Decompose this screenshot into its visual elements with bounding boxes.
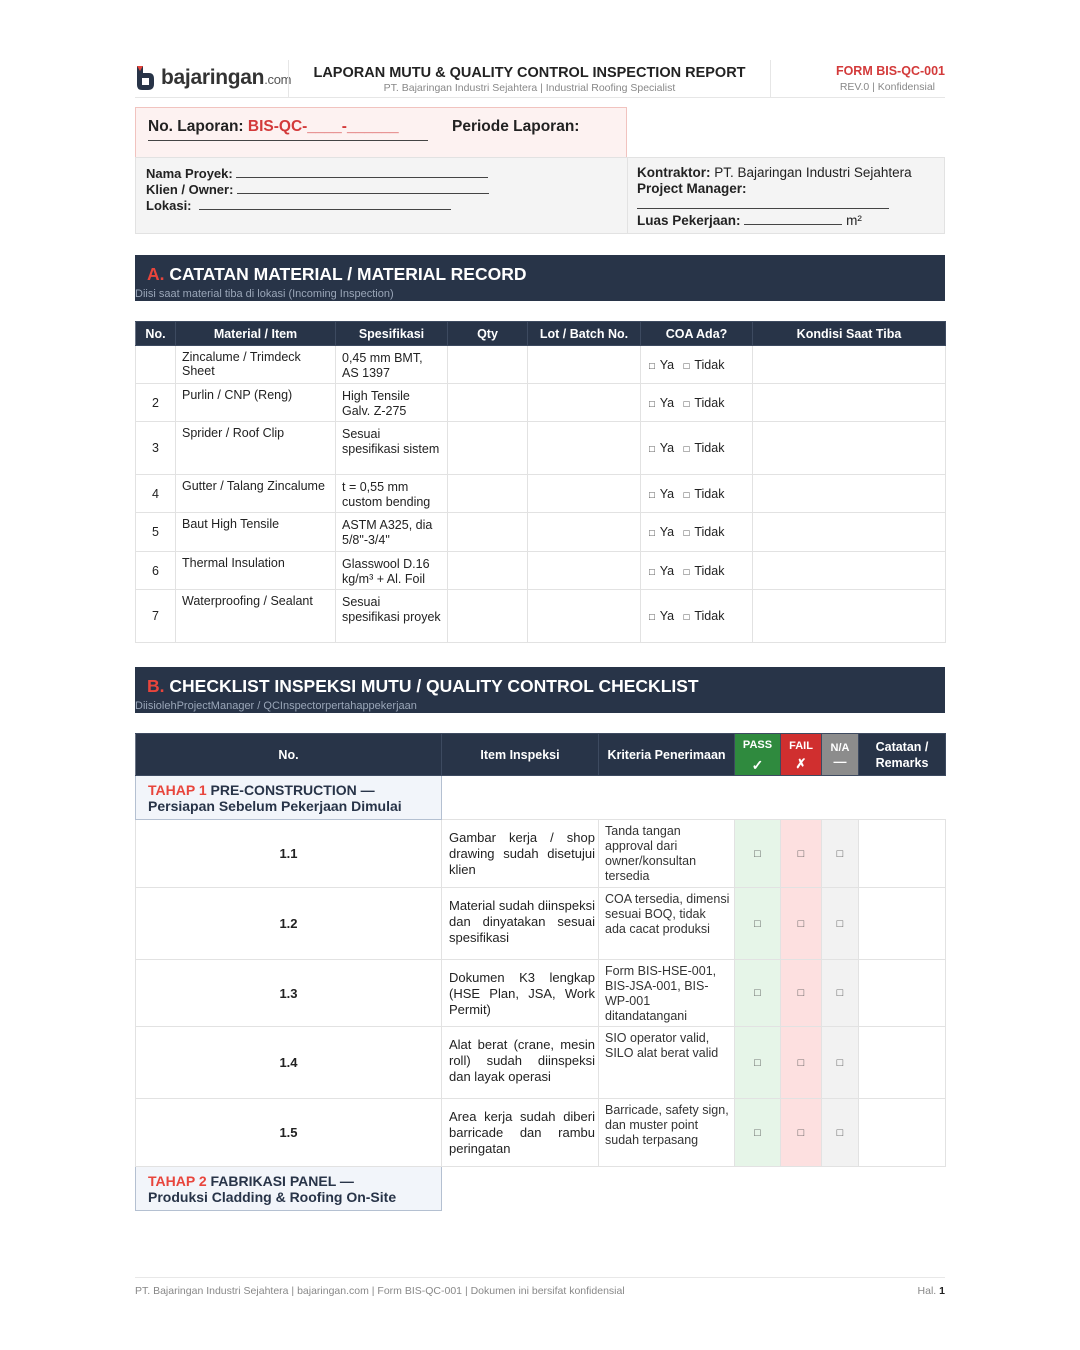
header-na: N/A — (822, 734, 859, 776)
report-number[interactable]: No. Laporan: BIS-QC-____-______ (148, 118, 399, 135)
client-field[interactable]: Klien / Owner: (146, 182, 489, 198)
project-info-box (135, 157, 945, 234)
company-logo (135, 64, 291, 92)
inspection-item: Material sudah diinspeksi dan dinyatakan sesuai spesifikasi (442, 888, 599, 960)
location-field[interactable]: Lokasi: (146, 198, 489, 214)
condition-cell[interactable] (753, 513, 946, 552)
section-b-header: B. CHECKLIST INSPEKSI MUTU / QUALITY CONTROL CHECKLIST DiisiolehProjectManager / QCInspectorpertahappekerjaan (135, 667, 945, 713)
fail-checkbox[interactable]: □ (781, 820, 822, 888)
coa-no-label: Tidak (694, 357, 725, 372)
coa-yes-label: Ya (659, 486, 675, 501)
material-spec: Glasswool D.16 kg/m³ + Al. Foil (336, 552, 448, 590)
coa-cell (641, 513, 753, 552)
pass-checkbox[interactable]: □ (735, 1099, 781, 1167)
header-criteria: Kriteria Penerimaan (599, 734, 735, 776)
checklist-row (136, 888, 946, 960)
lot-batch-cell[interactable] (528, 552, 641, 590)
qty-cell[interactable] (448, 346, 528, 384)
area-field[interactable]: Luas Pekerjaan: m² (637, 213, 862, 228)
qc-checklist-table (135, 733, 946, 1211)
na-checkbox[interactable]: □ (822, 1099, 859, 1167)
document-header (135, 60, 945, 98)
checklist-no: 1.4 (136, 1027, 442, 1099)
page-footer (135, 1277, 945, 1297)
header-qty: Qty (448, 322, 528, 346)
document-subtitle: PT. Bajaringan Industri Sejahtera | Industrial Roofing Specialist (383, 82, 676, 94)
material-no (136, 346, 176, 384)
material-no: 4 (136, 475, 176, 513)
bajaringan-logo-icon (135, 65, 155, 91)
header-material: Material / Item (176, 322, 336, 346)
material-no: 3 (136, 422, 176, 475)
lot-batch-cell[interactable] (528, 422, 641, 475)
na-checkbox[interactable]: □ (822, 1027, 859, 1099)
coa-yes-checkbox[interactable]: □ (649, 612, 655, 623)
project-info-right (627, 158, 945, 234)
pass-checkbox[interactable]: □ (735, 960, 781, 1027)
section-b-subtitle: DiisiolehProjectManager / QCInspectorpertahappekerjaan (135, 700, 417, 712)
material-name: Waterproofing / Sealant (176, 590, 336, 643)
condition-cell[interactable] (753, 346, 946, 384)
coa-no-label: Tidak (694, 486, 725, 501)
pass-checkbox[interactable]: □ (735, 888, 781, 960)
material-row (136, 513, 946, 552)
coa-no-checkbox[interactable]: □ (683, 612, 690, 623)
header-lot: Lot / Batch No. (528, 322, 641, 346)
inspection-item: Area kerja sudah diberi barricade dan rambu peringatan (442, 1099, 599, 1167)
header-coa: COA Ada? (641, 322, 753, 346)
material-name: Purlin / CNP (Reng) (176, 384, 336, 422)
coa-yes-label: Ya (659, 609, 675, 623)
coa-no-checkbox[interactable]: □ (683, 398, 690, 410)
coa-yes-label: Ya (659, 525, 675, 539)
project-info-left (146, 166, 489, 214)
coa-no-checkbox[interactable]: □ (683, 489, 690, 501)
inspection-item: Dokumen K3 lengkap (HSE Plan, JSA, Work Permit) (442, 960, 599, 1027)
coa-no-checkbox[interactable]: □ (683, 528, 690, 539)
material-no: 5 (136, 513, 176, 552)
lot-batch-cell[interactable] (528, 590, 641, 643)
header-remarks: Catatan / Remarks (859, 734, 946, 776)
form-info (836, 64, 945, 93)
material-row (136, 422, 946, 475)
report-number-underline (148, 140, 428, 141)
checklist-row (136, 1027, 946, 1099)
checklist-no: 1.1 (136, 820, 442, 888)
remarks-cell[interactable] (859, 960, 946, 1027)
material-no: 7 (136, 590, 176, 643)
fail-checkbox[interactable]: □ (781, 960, 822, 1027)
section-a-subtitle: Diisi saat material tiba di lokasi (Incoming Inspection) (135, 288, 394, 300)
remarks-cell[interactable] (859, 888, 946, 960)
footer-text: PT. Bajaringan Industri Sejahtera | bajaringan.com | Form BIS-QC-001 | Dokumen ini bersifat konfidensial (135, 1285, 625, 1297)
header-condition: Kondisi Saat Tiba (753, 322, 946, 346)
coa-no-label: Tidak (694, 563, 725, 578)
stage-label: TAHAP 1 PRE-CONSTRUCTION — Persiapan Sebelum Pekerjaan Dimulai (136, 776, 442, 820)
checklist-row (136, 960, 946, 1027)
material-no: 6 (136, 552, 176, 590)
coa-no-label: Tidak (694, 609, 725, 623)
acceptance-criteria: Form BIS-HSE-001, BIS-JSA-001, BIS-WP-001 ditandatangani (599, 960, 735, 1027)
stage-row (136, 776, 946, 820)
coa-yes-checkbox[interactable]: □ (649, 528, 655, 539)
contractor-field: Kontraktor: PT. Bajaringan Industri Sejahtera (637, 165, 912, 180)
qty-cell[interactable] (448, 422, 528, 475)
report-number-box (135, 107, 627, 157)
material-spec: Sesuai spesifikasi proyek (336, 590, 448, 643)
header-no: No. (136, 322, 176, 346)
coa-cell (641, 422, 753, 475)
section-b-title: CHECKLIST INSPEKSI MUTU / QUALITY CONTROL CHECKLIST (169, 676, 699, 696)
section-a-header: A. CATATAN MATERIAL / MATERIAL RECORD Diisi saat material tiba di lokasi (Incoming Inspection) (135, 255, 945, 301)
condition-cell[interactable] (753, 384, 946, 422)
coa-yes-checkbox[interactable]: □ (649, 444, 655, 455)
material-record-table (135, 321, 946, 643)
section-a-title: CATATAN MATERIAL / MATERIAL RECORD (169, 264, 527, 284)
material-name: Thermal Insulation (176, 552, 336, 590)
fail-checkbox[interactable]: □ (781, 888, 822, 960)
coa-yes-label: Ya (659, 563, 675, 578)
acceptance-criteria: Tanda tangan approval dari owner/konsultan tersedia (599, 820, 735, 888)
coa-cell (641, 590, 753, 643)
brand-name: bajaringan.com (161, 66, 292, 89)
header-no: No. (136, 734, 442, 776)
revision-label: REV.0 | Konfidensial (839, 81, 935, 93)
material-spec: 0,45 mm BMT, AS 1397 (336, 346, 448, 384)
header-pass: PASS ✓ (735, 734, 781, 776)
header-item: Item Inspeksi (442, 734, 599, 776)
qty-cell[interactable] (448, 590, 528, 643)
acceptance-criteria: SIO operator valid, SILO alat berat valid (599, 1027, 735, 1099)
remarks-cell[interactable] (859, 820, 946, 888)
lot-batch-cell[interactable] (528, 346, 641, 384)
remarks-cell[interactable] (859, 1099, 946, 1167)
coa-cell (641, 346, 753, 384)
coa-yes-checkbox[interactable]: □ (649, 566, 655, 578)
coa-no-label: Tidak (694, 525, 725, 539)
material-no: 2 (136, 384, 176, 422)
lot-batch-cell[interactable] (528, 513, 641, 552)
form-code: FORM BIS-QC-001 (835, 64, 945, 78)
acceptance-criteria: COA tersedia, dimensi sesuai BOQ, tidak ada cacat produksi (599, 888, 735, 960)
coa-yes-label: Ya (659, 357, 675, 372)
material-row (136, 384, 946, 422)
lot-batch-cell[interactable] (528, 475, 641, 513)
stage-row (136, 1167, 946, 1211)
qty-cell[interactable] (448, 384, 528, 422)
condition-cell[interactable] (753, 552, 946, 590)
coa-no-checkbox[interactable]: □ (683, 444, 690, 455)
page-number: Hal. 1 (917, 1285, 945, 1297)
material-row (136, 475, 946, 513)
project-name-field[interactable]: Nama Proyek: (146, 166, 489, 182)
project-manager-field[interactable]: Project Manager: (637, 181, 747, 196)
pass-checkbox[interactable]: □ (735, 820, 781, 888)
lot-batch-cell[interactable] (528, 384, 641, 422)
coa-yes-checkbox[interactable]: □ (649, 398, 655, 410)
coa-no-checkbox[interactable]: □ (683, 566, 690, 578)
fail-checkbox[interactable]: □ (781, 1027, 822, 1099)
material-spec: Sesuai spesifikasi sistem (336, 422, 448, 475)
coa-cell (641, 475, 753, 513)
header-spec: Spesifikasi (336, 322, 448, 346)
fail-checkbox[interactable]: □ (781, 1099, 822, 1167)
na-checkbox[interactable]: □ (822, 960, 859, 1027)
coa-yes-checkbox[interactable]: □ (649, 489, 655, 501)
document-title: LAPORAN MUTU & QUALITY CONTROL INSPECTION REPORT (313, 65, 746, 81)
report-period[interactable]: Periode Laporan: (452, 118, 580, 135)
pass-checkbox[interactable]: □ (735, 1027, 781, 1099)
coa-no-label: Tidak (694, 441, 725, 455)
inspection-item: Gambar kerja / shop drawing sudah disetujui klien (442, 820, 599, 888)
coa-cell (641, 552, 753, 590)
material-name: Zincalume / Trimdeck Sheet (176, 346, 336, 384)
remarks-cell[interactable] (859, 1027, 946, 1099)
checklist-no: 1.3 (136, 960, 442, 1027)
stage-label: TAHAP 2 FABRIKASI PANEL — Produksi Cladding & Roofing On-Site (136, 1167, 442, 1211)
na-checkbox[interactable]: □ (822, 820, 859, 888)
coa-yes-label: Ya (659, 395, 675, 410)
material-row (136, 552, 946, 590)
inspection-item: Alat berat (crane, mesin roll) sudah diinspeksi dan layak operasi (442, 1027, 599, 1099)
header-title-block (288, 60, 771, 97)
checklist-row (136, 820, 946, 888)
acceptance-criteria: Barricade, safety sign, dan muster point sudah terpasang (599, 1099, 735, 1167)
header-fail: FAIL ✗ (781, 734, 822, 776)
material-name: Baut High Tensile (176, 513, 336, 552)
checklist-row (136, 1099, 946, 1167)
material-name: Gutter / Talang Zincalume (176, 475, 336, 513)
coa-yes-label: Ya (659, 441, 675, 455)
material-row (136, 346, 946, 384)
material-spec: t = 0,55 mm custom bending (336, 475, 448, 513)
qty-cell[interactable] (448, 475, 528, 513)
na-checkbox[interactable]: □ (822, 888, 859, 960)
material-name: Sprider / Roof Clip (176, 422, 336, 475)
qty-cell[interactable] (448, 552, 528, 590)
condition-cell[interactable] (753, 475, 946, 513)
coa-no-label: Tidak (694, 395, 725, 410)
coa-yes-checkbox[interactable]: □ (649, 360, 655, 372)
condition-cell[interactable] (753, 422, 946, 475)
qty-cell[interactable] (448, 513, 528, 552)
material-spec: High Tensile Galv. Z-275 (336, 384, 448, 422)
material-row (136, 590, 946, 643)
checklist-no: 1.2 (136, 888, 442, 960)
condition-cell[interactable] (753, 590, 946, 643)
checklist-no: 1.5 (136, 1099, 442, 1167)
coa-cell (641, 384, 753, 422)
coa-no-checkbox[interactable]: □ (683, 360, 690, 372)
material-spec: ASTM A325, dia 5/8"-3/4" (336, 513, 448, 552)
